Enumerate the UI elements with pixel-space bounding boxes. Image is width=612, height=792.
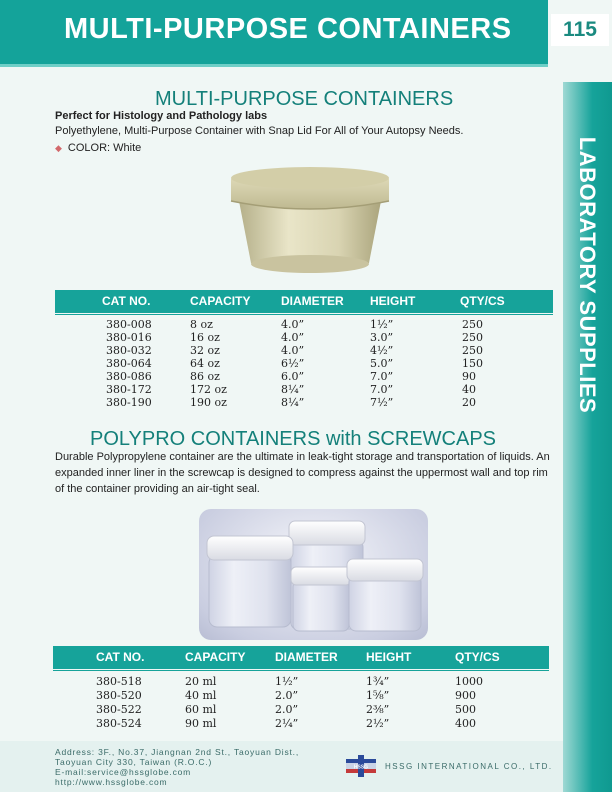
cell-height: 2⅜” [366, 703, 390, 716]
cell-height: 7½” [370, 396, 394, 409]
cell-capacity: 40 ml [185, 689, 217, 702]
hssg-logo-icon [346, 755, 376, 777]
cell-qty: 250 [462, 331, 483, 344]
cell-height: 5.0” [370, 357, 394, 370]
cell-diameter: 2.0” [275, 703, 299, 716]
cell-cat: 380-172 [106, 383, 152, 396]
diamond-bullet-icon: ◆ [55, 143, 62, 153]
cell-qty: 250 [462, 318, 483, 331]
cell-diameter: 2¼” [275, 717, 299, 730]
cell-diameter: 4.0” [281, 318, 305, 331]
cell-diameter: 8¼” [281, 383, 305, 396]
table-header [55, 290, 553, 313]
cell-cat: 380-518 [96, 675, 142, 688]
col-header-height: HEIGHT [370, 294, 416, 308]
cell-cat: 380-064 [106, 357, 152, 370]
side-label: LABORATORY SUPPLIES [575, 136, 600, 414]
cell-qty: 900 [455, 689, 476, 702]
cell-height: 1½” [370, 318, 394, 331]
cell-diameter: 2.0” [275, 689, 299, 702]
cell-cat: 380-016 [106, 331, 152, 344]
cell-cat: 380-032 [106, 344, 152, 357]
screwcap-table [53, 646, 549, 738]
screwcap-containers-photo [199, 509, 428, 640]
cell-capacity: 190 oz [190, 396, 227, 409]
section2-description: Durable Polypropylene container are the ultimate in leak-tight storage and transportation of liquids. An expanded inner liner in the screwcap is designed to compress against the uppermost wall and top rim of the container providing an air-tight seal. [55, 451, 550, 495]
cell-height: 7.0” [370, 383, 394, 396]
cell-height: 1¾” [366, 675, 390, 688]
cell-capacity: 8 oz [190, 318, 213, 331]
table-divider [53, 670, 549, 671]
cell-qty: 40 [462, 383, 476, 396]
section1-title: MULTI-PURPOSE CONTAINERS [155, 88, 454, 110]
color-line [55, 142, 141, 154]
section2-title: POLYPRO CONTAINERS with SCREWCAPS [90, 428, 496, 450]
page-title: MULTI-PURPOSE CONTAINERS [64, 13, 512, 45]
cell-qty: 400 [455, 717, 476, 730]
cell-capacity: 172 oz [190, 383, 227, 396]
address-line-1: Address: 3F., No.37, Jiangnan 2nd St., Taoyuan Dist., [55, 747, 300, 757]
cell-capacity: 86 oz [190, 370, 220, 383]
col-header-diameter: DIAMETER [281, 294, 344, 308]
footer-address [55, 747, 299, 787]
cell-cat: 380-190 [106, 396, 152, 409]
cell-cat: 380-524 [96, 717, 142, 730]
col-header-height: HEIGHT [366, 650, 412, 664]
cell-qty: 150 [462, 357, 483, 370]
cell-capacity: 16 oz [190, 331, 220, 344]
cell-cat: 380-520 [96, 689, 142, 702]
color-label: COLOR: White [67, 142, 142, 154]
cell-diameter: 8¼” [281, 396, 305, 409]
cell-qty: 500 [455, 703, 476, 716]
cell-cat: 380-008 [106, 318, 152, 331]
email-link[interactable]: E-mail:service@hssglobe.com [55, 767, 192, 777]
cell-height: 7.0” [370, 370, 394, 383]
page-number: 115 [551, 14, 609, 46]
screwcap-containers-image [199, 509, 428, 640]
col-header-qty: QTY/CS [455, 650, 500, 664]
col-header-capacity: CAPACITY [185, 650, 246, 664]
col-header-cat: CAT NO. [102, 294, 151, 308]
cell-diameter: 6½” [281, 357, 305, 370]
website-link[interactable]: http://www.hssglobe.com [55, 777, 168, 787]
cell-qty: 20 [462, 396, 476, 409]
cell-qty: 1000 [455, 675, 483, 688]
table-header [53, 646, 549, 669]
col-header-cat: CAT NO. [96, 650, 145, 664]
multipurpose-table [55, 290, 553, 417]
company-name: HSSG INTERNATIONAL CO., LTD. [385, 762, 553, 771]
col-header-capacity: CAPACITY [190, 294, 251, 308]
cell-cat: 380-522 [96, 703, 142, 716]
header-divider [0, 64, 548, 67]
address-line-2: Taoyuan City 330, Taiwan (R.O.C.) [55, 757, 213, 767]
cell-diameter: 4.0” [281, 331, 305, 344]
multipurpose-container-image [225, 163, 395, 278]
cell-qty: 90 [462, 370, 476, 383]
cell-height: 1⅝” [366, 689, 390, 702]
table-divider [55, 314, 553, 315]
cell-diameter: 6.0” [281, 370, 305, 383]
col-header-qty: QTY/CS [460, 294, 505, 308]
cell-capacity: 64 oz [190, 357, 220, 370]
cell-height: 2½” [366, 717, 390, 730]
cell-capacity: 20 ml [185, 675, 217, 688]
cell-capacity: 90 ml [185, 717, 217, 730]
section1-description: Polyethylene, Multi-Purpose Container with Snap Lid For All of Your Autopsy Needs. [55, 125, 464, 137]
cell-diameter: 1½” [275, 675, 299, 688]
col-header-diameter: DIAMETER [275, 650, 338, 664]
cell-diameter: 4.0” [281, 344, 305, 357]
cell-height: 4½” [370, 344, 394, 357]
cell-capacity: 32 oz [190, 344, 220, 357]
cell-qty: 250 [462, 344, 483, 357]
cell-height: 3.0” [370, 331, 394, 344]
logo-text: HSSG [353, 764, 369, 771]
section1-subtitle: Perfect for Histology and Pathology labs [55, 110, 268, 122]
cell-capacity: 60 ml [185, 703, 217, 716]
cell-cat: 380-086 [106, 370, 152, 383]
